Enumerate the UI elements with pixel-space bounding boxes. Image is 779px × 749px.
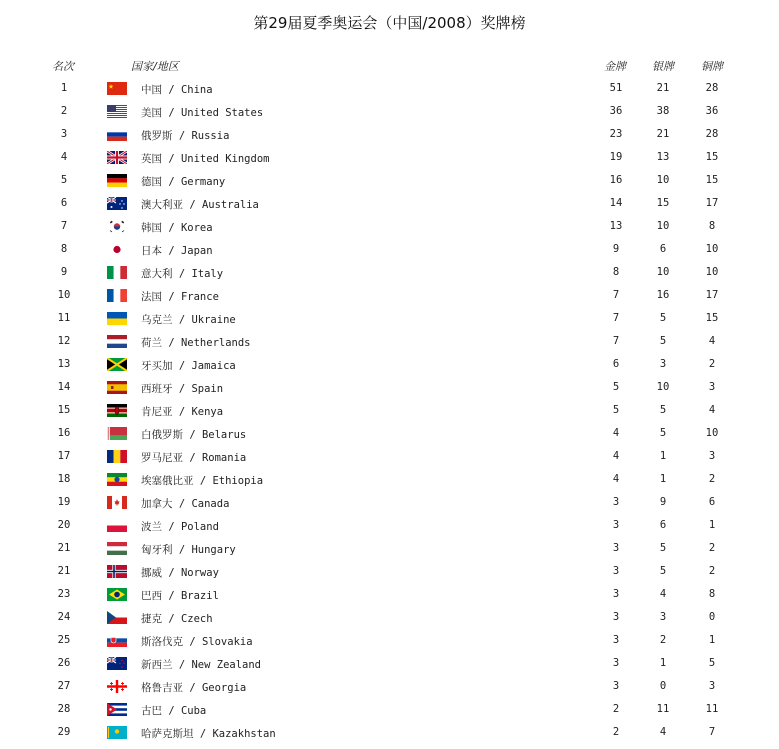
country-cell: 挪威 / Norway (141, 567, 219, 579)
bronze-cell: 5 (708, 657, 716, 669)
russia-flag-icon (107, 128, 127, 141)
country-cell: 匈牙利 / Hungary (141, 544, 236, 556)
rank-cell: 18 (57, 473, 71, 485)
country-cell: 捷克 / Czech (141, 613, 213, 625)
country-cell: 斯洛伐克 / Slovakia (141, 636, 253, 648)
bronze-cell: 15 (705, 174, 719, 186)
korea-flag-icon (107, 220, 127, 233)
rank-cell: 14 (57, 381, 71, 393)
silver-cell: 1 (659, 473, 667, 485)
country-cell: 格鲁吉亚 / Georgia (141, 682, 247, 694)
gold-cell: 9 (612, 243, 620, 255)
silver-cell: 5 (659, 542, 667, 554)
silver-cell: 9 (659, 496, 667, 508)
gold-cell: 3 (612, 565, 620, 577)
netherlands-flag-icon (107, 335, 127, 348)
table-row (0, 215, 779, 238)
silver-cell: 5 (659, 404, 667, 416)
table-row (0, 123, 779, 146)
bronze-cell: 15 (705, 151, 719, 163)
bronze-cell: 28 (705, 82, 719, 94)
silver-cell: 21 (656, 128, 670, 140)
uk-flag-icon (107, 151, 127, 164)
table-row (0, 146, 779, 169)
header-silver: 银牌 (652, 60, 674, 73)
bronze-cell: 1 (708, 634, 716, 646)
table-row (0, 376, 779, 399)
bronze-cell: 4 (708, 404, 716, 416)
rank-cell: 23 (57, 588, 71, 600)
gold-cell: 5 (612, 381, 620, 393)
gold-cell: 3 (612, 542, 620, 554)
silver-cell: 6 (659, 243, 667, 255)
gold-cell: 2 (612, 703, 620, 715)
silver-cell: 15 (656, 197, 670, 209)
silver-cell: 10 (656, 220, 670, 232)
country-cell: 白俄罗斯 / Belarus (141, 429, 247, 441)
gold-cell: 7 (612, 312, 620, 324)
medal-table (0, 77, 779, 744)
australia-flag-icon (107, 197, 127, 210)
silver-cell: 10 (656, 266, 670, 278)
silver-cell: 10 (656, 381, 670, 393)
silver-cell: 11 (656, 703, 670, 715)
bronze-cell: 0 (708, 611, 716, 623)
bronze-cell: 1 (708, 519, 716, 531)
gold-cell: 3 (612, 496, 620, 508)
kenya-flag-icon (107, 404, 127, 417)
belarus-flag-icon (107, 427, 127, 440)
table-row (0, 468, 779, 491)
country-cell: 西班牙 / Spain (141, 383, 224, 395)
silver-cell: 13 (656, 151, 670, 163)
silver-cell: 2 (659, 634, 667, 646)
silver-cell: 1 (659, 450, 667, 462)
silver-cell: 0 (659, 680, 667, 692)
gold-cell: 5 (612, 404, 620, 416)
table-row (0, 307, 779, 330)
jamaica-flag-icon (107, 358, 127, 371)
silver-cell: 16 (656, 289, 670, 301)
country-cell: 加拿大 / Canada (141, 498, 230, 510)
bronze-cell: 36 (705, 105, 719, 117)
table-row (0, 330, 779, 353)
rank-cell: 4 (60, 151, 68, 163)
bronze-cell: 17 (705, 197, 719, 209)
rank-cell: 20 (57, 519, 71, 531)
country-cell: 巴西 / Brazil (141, 590, 219, 602)
gold-cell: 7 (612, 335, 620, 347)
bronze-cell: 7 (708, 726, 716, 738)
gold-cell: 13 (609, 220, 623, 232)
table-row (0, 238, 779, 261)
country-cell: 意大利 / Italy (141, 268, 224, 280)
table-row (0, 100, 779, 123)
bronze-cell: 10 (705, 266, 719, 278)
gold-cell: 6 (612, 358, 620, 370)
table-row (0, 514, 779, 537)
bronze-cell: 28 (705, 128, 719, 140)
country-cell: 古巴 / Cuba (141, 705, 207, 717)
country-cell: 日本 / Japan (141, 245, 213, 257)
silver-cell: 21 (656, 82, 670, 94)
rank-cell: 1 (60, 82, 68, 94)
gold-cell: 3 (612, 657, 620, 669)
country-cell: 波兰 / Poland (141, 521, 219, 533)
rank-cell: 5 (60, 174, 68, 186)
gold-cell: 36 (609, 105, 623, 117)
table-row (0, 399, 779, 422)
silver-cell: 1 (659, 657, 667, 669)
rank-cell: 28 (57, 703, 71, 715)
country-cell: 牙买加 / Jamaica (141, 360, 236, 372)
gold-cell: 3 (612, 634, 620, 646)
bronze-cell: 3 (708, 450, 716, 462)
gold-cell: 4 (612, 473, 620, 485)
silver-cell: 5 (659, 565, 667, 577)
bronze-cell: 3 (708, 680, 716, 692)
rank-cell: 16 (57, 427, 71, 439)
table-row (0, 721, 779, 744)
ethiopia-flag-icon (107, 473, 127, 486)
china-flag-icon (107, 82, 127, 95)
bronze-cell: 8 (708, 220, 716, 232)
bronze-cell: 10 (705, 243, 719, 255)
gold-cell: 8 (612, 266, 620, 278)
spain-flag-icon (107, 381, 127, 394)
gold-cell: 3 (612, 519, 620, 531)
table-row (0, 445, 779, 468)
gold-cell: 3 (612, 588, 620, 600)
silver-cell: 5 (659, 312, 667, 324)
gold-cell: 7 (612, 289, 620, 301)
bronze-cell: 3 (708, 381, 716, 393)
country-cell: 埃塞俄比亚 / Ethiopia (141, 475, 264, 487)
country-cell: 美国 / United States (141, 107, 264, 119)
rank-cell: 17 (57, 450, 71, 462)
bronze-cell: 15 (705, 312, 719, 324)
country-cell: 韩国 / Korea (141, 222, 213, 234)
silver-cell: 3 (659, 358, 667, 370)
gold-cell: 19 (609, 151, 623, 163)
rank-cell: 29 (57, 726, 71, 738)
table-row (0, 353, 779, 376)
country-cell: 肯尼亚 / Kenya (141, 406, 224, 418)
rank-cell: 7 (60, 220, 68, 232)
rank-cell: 6 (60, 197, 68, 209)
gold-cell: 3 (612, 611, 620, 623)
bronze-cell: 6 (708, 496, 716, 508)
gold-cell: 2 (612, 726, 620, 738)
page-title: 第29届夏季奥运会（中国/2008）奖牌榜 (253, 14, 526, 32)
rank-cell: 27 (57, 680, 71, 692)
country-cell: 新西兰 / New Zealand (141, 659, 262, 671)
bronze-cell: 4 (708, 335, 716, 347)
country-cell: 澳大利亚 / Australia (141, 199, 259, 211)
rank-cell: 24 (57, 611, 71, 623)
gold-cell: 51 (609, 82, 623, 94)
italy-flag-icon (107, 266, 127, 279)
rank-cell: 8 (60, 243, 68, 255)
header-rank: 名次 (52, 60, 74, 73)
country-cell: 法国 / France (141, 291, 219, 303)
bronze-cell: 2 (708, 473, 716, 485)
rank-cell: 19 (57, 496, 71, 508)
header-gold: 金牌 (604, 60, 626, 73)
silver-cell: 4 (659, 588, 667, 600)
rank-cell: 3 (60, 128, 68, 140)
country-cell: 哈萨克斯坦 / Kazakhstan (141, 728, 276, 740)
usa-flag-icon (107, 105, 127, 118)
gold-cell: 3 (612, 680, 620, 692)
country-cell: 德国 / Germany (141, 176, 226, 188)
bronze-cell: 2 (708, 358, 716, 370)
rank-cell: 25 (57, 634, 71, 646)
gold-cell: 4 (612, 427, 620, 439)
slovakia-flag-icon (107, 634, 127, 647)
rank-cell: 21 (57, 565, 71, 577)
rank-cell: 13 (57, 358, 71, 370)
germany-flag-icon (107, 174, 127, 187)
country-cell: 中国 / China (141, 84, 213, 96)
japan-flag-icon (107, 243, 127, 256)
silver-cell: 3 (659, 611, 667, 623)
rank-cell: 2 (60, 105, 68, 117)
gold-cell: 4 (612, 450, 620, 462)
table-row (0, 284, 779, 307)
norway-flag-icon (107, 565, 127, 578)
silver-cell: 4 (659, 726, 667, 738)
bronze-cell: 11 (705, 703, 719, 715)
cuba-flag-icon (107, 703, 127, 716)
country-cell: 英国 / United Kingdom (141, 153, 270, 165)
kazakhstan-flag-icon (107, 726, 127, 739)
table-row (0, 629, 779, 652)
silver-cell: 5 (659, 427, 667, 439)
silver-cell: 5 (659, 335, 667, 347)
rank-cell: 10 (57, 289, 71, 301)
table-row (0, 606, 779, 629)
rank-cell: 9 (60, 266, 68, 278)
canada-flag-icon (107, 496, 127, 509)
table-row (0, 77, 779, 100)
rank-cell: 12 (57, 335, 71, 347)
bronze-cell: 10 (705, 427, 719, 439)
country-cell: 俄罗斯 / Russia (141, 130, 230, 142)
country-cell: 罗马尼亚 / Romania (141, 452, 247, 464)
table-row (0, 422, 779, 445)
romania-flag-icon (107, 450, 127, 463)
poland-flag-icon (107, 519, 127, 532)
table-row (0, 675, 779, 698)
bronze-cell: 2 (708, 542, 716, 554)
table-row (0, 537, 779, 560)
header-bronze: 铜牌 (701, 60, 723, 73)
bronze-cell: 8 (708, 588, 716, 600)
table-row (0, 261, 779, 284)
gold-cell: 23 (609, 128, 623, 140)
table-row (0, 560, 779, 583)
country-cell: 乌克兰 / Ukraine (141, 314, 236, 326)
bronze-cell: 2 (708, 565, 716, 577)
table-row (0, 192, 779, 215)
gold-cell: 14 (609, 197, 623, 209)
country-cell: 荷兰 / Netherlands (141, 337, 251, 349)
gold-cell: 16 (609, 174, 623, 186)
rank-cell: 26 (57, 657, 71, 669)
silver-cell: 10 (656, 174, 670, 186)
hungary-flag-icon (107, 542, 127, 555)
rank-cell: 21 (57, 542, 71, 554)
georgia-flag-icon (107, 680, 127, 693)
header-country: 国家/地区 (131, 60, 179, 73)
rank-cell: 11 (57, 312, 71, 324)
brazil-flag-icon (107, 588, 127, 601)
table-row (0, 491, 779, 514)
table-row (0, 652, 779, 675)
silver-cell: 38 (656, 105, 670, 117)
newzealand-flag-icon (107, 657, 127, 670)
france-flag-icon (107, 289, 127, 302)
czech-flag-icon (107, 611, 127, 624)
table-row (0, 698, 779, 721)
rank-cell: 15 (57, 404, 71, 416)
table-row (0, 583, 779, 606)
table-row (0, 169, 779, 192)
silver-cell: 6 (659, 519, 667, 531)
ukraine-flag-icon (107, 312, 127, 325)
bronze-cell: 17 (705, 289, 719, 301)
